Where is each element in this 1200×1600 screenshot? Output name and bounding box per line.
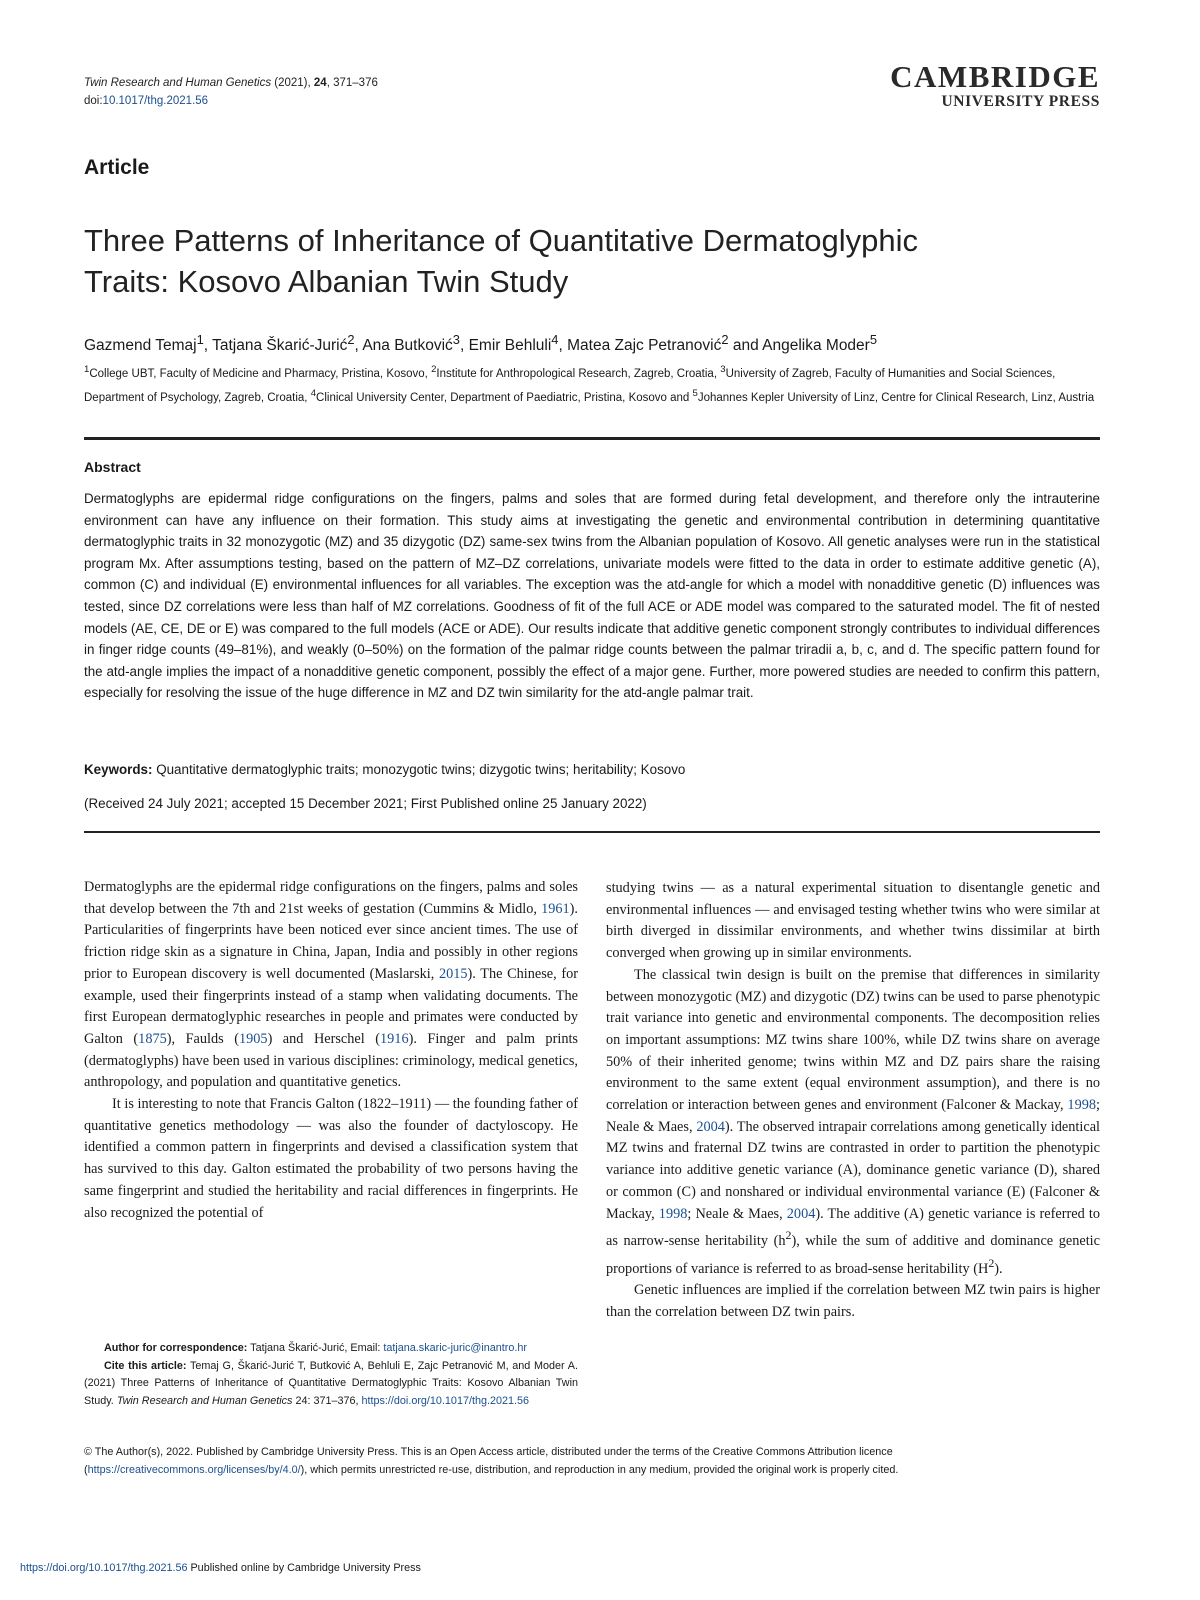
author-list — [84, 329, 877, 357]
divider-top — [84, 437, 1100, 440]
title-line-2: Traits: Kosovo Albanian Twin Study — [84, 264, 569, 299]
affiliation-mark: 1 — [84, 364, 90, 375]
correspondence-box — [84, 1340, 578, 1410]
journal-pages: , 371–376 — [326, 77, 378, 89]
correspondence-email[interactable]: tatjana.skaric-juric@inantro.hr — [383, 1342, 527, 1354]
received-dates: (Received 24 July 2021; accepted 15 December 2021; First Published online 25 January 2022) — [84, 796, 647, 811]
reference-link[interactable]: 2004 — [786, 1205, 816, 1222]
author-name: Matea Zajc Petranović — [567, 337, 722, 355]
abstract-text: Dermatoglyphs are epidermal ridge configurations on the fingers, palms and soles that are formed during fetal development, and therefore only the intrauterine environment can have any influence on their formation. This study aims at investigating the genetic and environmental contribution in determining quantitative dermatoglyphic traits in 32 monozygotic (MZ) and 35 dizygotic (DZ) same-sex twins from the Albanian population of Kosovo. All genetic analyses were run in the statistical program Mx. After assumptions testing, based on the pattern of MZ–DZ correlations, univariate models were fitted to the data in order to estimate additive genetic (A), common (C) and individual (E) environmental influences for all variables. The exception was the atd-angle for which a model with nonadditive genetic (D) influences was tested, since DZ correlations were less than half of MZ correlations. Goodness of fit of the full ACE or ADE model was compared to the saturated model. The fit of nested models (AE, CE, DE or E) was compared to the full models (ACE or ADE). Our results indicate that additive genetic component strongly contributes to individual differences in finger ridge counts (49–81%), and weakly (0–50%) on the formation of the palmar ridge counts between the palmar triradii a, b, c, and d. The specific pattern found for the atd-angle implies the impact of a nonadditive genetic component, possibly the effect of a major gene. Further, more powered studies are needed to confirm this pattern, especially for resolving the issue of the huge difference in MZ and DZ twin similarity for the atd-angle palmar trait. — [84, 491, 1100, 701]
reference-link[interactable]: 2004 — [696, 1118, 725, 1135]
paragraph-text: ). The observed intrapair correlations among genetically identical MZ twins and fraternal DZ twins are contrasted in order to partition the phenotypic variance into additive genetic variance (A), dominance genetic variance (D), shared or common (C) and nonshared or individual environmental variance (E) (Falconer & Mackay, — [606, 1118, 1101, 1222]
author-affiliation-mark: 2 — [721, 332, 729, 347]
article-title — [84, 220, 1104, 302]
paragraph-text: 2 — [785, 1228, 792, 1243]
author-affiliation-mark: 5 — [869, 332, 878, 347]
cite-journal: Twin Research and Human Genetics — [116, 1394, 293, 1407]
paragraph-text: ). The additive (A) genetic variance is referred to as narrow-sense heritability (h — [606, 1205, 1100, 1250]
author-affiliation-mark: 1 — [196, 332, 204, 347]
cite-this-article — [84, 1358, 578, 1411]
author-separator: , — [354, 337, 363, 355]
reference-link[interactable]: 1905 — [238, 1030, 268, 1047]
affiliation-text: University of Zagreb, Faculty of Humanities and Social Sciences, Department of Psychology, Zagreb, Croatia, — [84, 367, 1056, 404]
paragraph-text: ; Neale & Maes, — [606, 1097, 1100, 1135]
journal-citation — [84, 74, 378, 110]
doi-prefix: doi: — [84, 95, 103, 107]
paragraph-text: ; Neale & Maes, — [687, 1205, 787, 1222]
reference-link[interactable]: 1998 — [658, 1205, 688, 1222]
license-text-2: ), which permits unrestricted re-use, distribution, and reproduction in any medium, provided the original work is properly cited. — [300, 1464, 899, 1476]
reference-link[interactable]: 1961 — [541, 900, 570, 917]
abstract-heading: Abstract — [84, 459, 141, 475]
paragraph-text: ), Faulds ( — [166, 1030, 239, 1047]
paragraph-text: ). — [994, 1260, 1003, 1277]
affiliation-mark: 4 — [310, 387, 317, 399]
logo-line-1: CAMBRIDGE — [890, 59, 1100, 94]
logo-line-2: UNIVERSITY PRESS — [941, 93, 1100, 110]
cite-url[interactable]: https://doi.org/10.1017/thg.2021.56 — [361, 1394, 529, 1407]
affiliation-text: Clinical University Center, Department of Paediatric, Pristina, Kosovo and — [316, 391, 693, 404]
keywords — [84, 760, 685, 780]
author-affiliation-mark: 2 — [347, 332, 355, 347]
journal-volume: 24 — [313, 77, 327, 89]
paragraph-text: ) and Herschel ( — [267, 1030, 380, 1047]
correspondence-line — [84, 1340, 578, 1358]
author-name: Tatjana Škarić-Jurić — [212, 337, 348, 355]
footer-text: Published online by Cambridge University Press — [187, 1562, 421, 1574]
affiliation-text: Institute for Anthropological Research, Zagreb, Croatia, — [436, 367, 721, 380]
footer-doi-link[interactable]: https://doi.org/10.1017/thg.2021.56 — [20, 1562, 188, 1574]
paragraph-text: ), while the sum of additive and dominance genetic proportions of variance is referred to as broad-sense heritability (H — [606, 1233, 1100, 1277]
paragraph-text: ). Particularities of fingerprints have been noticed ever since ancient times. The use of friction ridge skin as a signature in China, Japan, India and possibly in other regions prior to European discovery is well documented (Maslarski, — [84, 900, 578, 982]
divider-bottom — [84, 831, 1100, 833]
reference-link[interactable]: 1998 — [1067, 1097, 1097, 1114]
doi-link[interactable]: 10.1017/thg.2021.56 — [102, 95, 209, 107]
paragraph-text: ). The Chinese, for example, used their fingerprints instead of a stamp when validating documents. The first European dermatoglyphic researches in people and primates were conducted by Galton ( — [84, 965, 579, 1047]
author-separator: , — [459, 337, 469, 355]
paragraph-text: 2 — [988, 1255, 995, 1270]
author-name: Ana Butković — [362, 337, 453, 355]
article-type-label: Article — [84, 156, 150, 179]
reference-link[interactable]: 2015 — [438, 965, 468, 982]
reference-link[interactable]: 1875 — [138, 1030, 167, 1047]
body-column-left — [84, 877, 578, 1224]
body-column-right — [606, 878, 1100, 1324]
cite-label: Cite this article: — [104, 1359, 187, 1372]
paragraph-text: The classical twin design is built on the premise that differences in similarity between monozygotic (MZ) and dizygotic (DZ) twins can be used to parse phenotypic trait variance into genetic and environmental components. The decomposition relies on important assumptions: MZ twins share 100%, while DZ twins share on average 50% of their inherited genome; twins within MZ and DZ pairs share the raising environment to the same extent (equal environment assumption), and there is no correlation or interaction between genes and environment (Falconer & Mackay, — [606, 966, 1100, 1114]
affiliation-text: College UBT, Faculty of Medicine and Pharmacy, Pristina, Kosovo, — [89, 367, 432, 380]
author-affiliation-mark: 4 — [551, 332, 559, 347]
license-text-1: © The Author(s), 2022. Published by Cambridge University Press. This is an Open Access article, distributed under the terms of the Creative Commons Attribution licence ( — [84, 1446, 893, 1476]
author-name: Gazmend Temaj — [84, 337, 197, 355]
author-affiliation-mark: 3 — [452, 332, 460, 347]
body-paragraph — [84, 877, 578, 1094]
affiliation-text: Johannes Kepler University of Linz, Centre for Clinical Research, Linz, Austria — [697, 391, 1095, 404]
cite-text: Temaj G, Škarić-Jurić T, Butković A, Behluli E, Zajc Petranović M, and Moder A. (2021) Three Patterns of Inheritance of Quantitative Dermatoglyphic Traits: Kosovo Albanian Twin Study. — [84, 1359, 578, 1407]
body-paragraph — [606, 965, 1100, 1280]
author-separator: , — [558, 337, 568, 355]
author-separator: , — [203, 337, 213, 355]
author-separator: and — [728, 337, 763, 355]
reference-link[interactable]: 1916 — [380, 1030, 409, 1047]
paragraph-text: Genetic influences are implied if the correlation between MZ twin pairs is higher than the correlation between DZ twin pairs. — [606, 1282, 1100, 1320]
body-paragraph — [84, 1094, 578, 1224]
correspondence-label: Author for correspondence: — [104, 1342, 248, 1354]
author-name: Emir Behluli — [468, 337, 552, 355]
page-footer — [20, 1560, 421, 1576]
journal-year: (2021), — [271, 77, 314, 89]
journal-name: Twin Research and Human Genetics — [84, 77, 272, 89]
affiliation-mark: 3 — [720, 364, 726, 375]
correspondence-text: Tatjana Škarić-Jurić, Email: — [247, 1342, 384, 1354]
paragraph-text: Dermatoglyphs are the epidermal ridge configurations on the fingers, palms and soles that develop between the 7th and 21st weeks of gestation (Cummins & Midlo, — [84, 879, 578, 917]
author-name: Angelika Moder — [762, 337, 870, 355]
title-line-1: Three Patterns of Inheritance of Quantitative Dermatoglyphic — [84, 223, 918, 258]
publisher-logo — [890, 59, 1100, 112]
license-url[interactable]: https://creativecommons.org/licenses/by/4.0/ — [87, 1464, 301, 1476]
cite-tail: 24: 371–376, — [292, 1394, 362, 1407]
paragraph-text: It is interesting to note that Francis Galton (1822–1911) — the founding father of quantitative genetics methodology — was also the founder of dactyloscopy. He identified a common pattern in fingerprints and devised a classification system that has survived to this day. Galton estimated the probability of two persons having the same fingerprint and studied the heritability and racial differences in fingerprints. He also recognized the potential of — [84, 1096, 578, 1221]
keywords-text: Quantitative dermatoglyphic traits; monozygotic twins; dizygotic twins; heritability; Kosovo — [152, 762, 686, 777]
body-paragraph — [606, 1280, 1100, 1323]
affiliation-mark: 2 — [431, 364, 437, 375]
affiliations — [84, 360, 1104, 408]
body-paragraph — [606, 878, 1100, 965]
affiliation-mark: 5 — [692, 387, 698, 399]
paragraph-text: studying twins — as a natural experimental situation to disentangle genetic and environmental influences — and envisaged testing whether twins who were similar at birth diverged in dissimilar environments, and whether twins dissimilar at birth converged when growing up in similar environments. — [606, 880, 1100, 962]
paragraph-text: ). Finger and palm prints (dermatoglyphs) have been used in various disciplines: criminology, medical genetics, anthropology, and population and quantitative genetics. — [84, 1030, 578, 1091]
license-statement — [84, 1443, 1100, 1479]
keywords-label: Keywords: — [84, 762, 153, 777]
